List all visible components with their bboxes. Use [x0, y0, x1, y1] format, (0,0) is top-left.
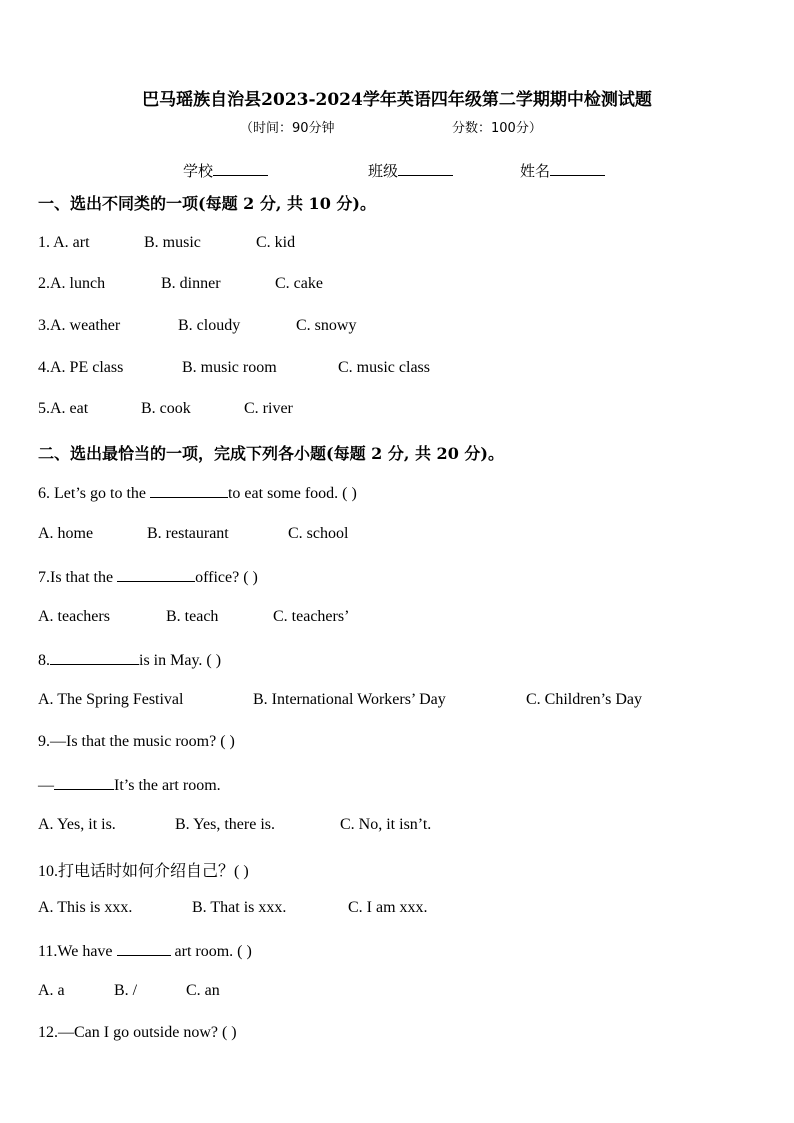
q10-a: A. This is xxx.	[38, 899, 133, 916]
q9-a: A. Yes, it is.	[38, 816, 116, 833]
q11-c: C. an	[186, 982, 220, 999]
q11-b: B. /	[114, 982, 138, 999]
q9-reply-post: It’s the art room.	[114, 777, 221, 794]
q8-a: A. The Spring Festival	[38, 691, 184, 708]
school-blank	[213, 161, 268, 176]
q6-stem	[38, 483, 357, 503]
q1-b: B. music	[144, 234, 201, 251]
q7-stem	[38, 567, 258, 587]
q1-c: C. kid	[256, 234, 296, 251]
q11-stem-post: art room. ( )	[170, 943, 252, 960]
section1-heading: 一、选出不同类的一项(每题 2 分, 共 10 分)。	[38, 194, 376, 213]
q10-c: C. I am xxx.	[348, 899, 428, 916]
section2-heading: 二、选出最恰当的一项，完成下列各小题(每题 2 分, 共 20 分)。	[38, 444, 504, 463]
q1-a: 1. A. art	[38, 234, 90, 251]
q11-stem-pre: 11.We have	[38, 943, 117, 960]
q9-c: C. No, it isn’t.	[340, 816, 432, 833]
q2-b: B. dinner	[161, 275, 221, 292]
q3-a: 3.A. weather	[38, 317, 121, 334]
q11-stem	[38, 941, 252, 961]
q4-c: C. music class	[338, 359, 430, 376]
name-blank	[550, 161, 605, 176]
q6-stem-post: to eat some food. ( )	[227, 485, 357, 502]
q8-stem-pre: 8.	[38, 652, 50, 669]
q8-b: B. International Workers’ Day	[253, 691, 446, 708]
q8-blank	[50, 650, 139, 665]
q7-b: B. teach	[166, 608, 219, 625]
school-label: 学校	[183, 162, 214, 180]
q8-stem	[38, 650, 221, 670]
q9-reply	[38, 775, 221, 795]
q6-stem-pre: 6. Let’s go to the	[38, 485, 150, 502]
q3-c: C. snowy	[296, 317, 357, 334]
q7-c: C. teachers’	[273, 608, 350, 625]
q10-stem: 10.打电话时如何介绍自己？( )	[38, 863, 249, 880]
q7-a: A. teachers	[38, 608, 110, 625]
q4-b: B. music room	[182, 359, 277, 376]
q6-a: A. home	[38, 525, 94, 542]
exam-time: （时间：90分钟	[240, 121, 335, 136]
q8-c: C. Children’s Day	[526, 691, 642, 708]
q6-blank	[150, 483, 228, 498]
q5-c: C. river	[244, 400, 293, 417]
q7-stem-post: office? ( )	[195, 569, 258, 586]
class-blank	[398, 161, 453, 176]
q7-stem-pre: 7.Is that the	[38, 569, 118, 586]
q6-b: B. restaurant	[147, 525, 229, 542]
exam-score: 分数：100分）	[452, 121, 542, 136]
q3-b: B. cloudy	[178, 317, 241, 334]
q5-b: B. cook	[141, 400, 191, 417]
q11-a: A. a	[38, 982, 65, 999]
q6-c: C. school	[288, 525, 349, 542]
q9-reply-pre: —	[38, 777, 54, 794]
q12-stem: 12.—Can I go outside now? ( )	[38, 1024, 237, 1041]
school-field	[183, 160, 268, 181]
class-label: 班级	[368, 162, 399, 180]
q2-c: C. cake	[275, 275, 323, 292]
q9-b: B. Yes, there is.	[175, 816, 276, 833]
name-label: 姓名	[520, 162, 551, 180]
q5-a: 5.A. eat	[38, 400, 89, 417]
q9-stem: 9.—Is that the music room? ( )	[38, 733, 235, 750]
q7-blank	[117, 567, 195, 582]
q8-stem-post: is in May. ( )	[139, 652, 222, 669]
page-title: 巴马瑶族自治县2023-2024学年英语四年级第二学期期中检测试题	[142, 90, 652, 110]
q2-a: 2.A. lunch	[38, 275, 106, 292]
q4-a: 4.A. PE class	[38, 359, 124, 376]
q9-blank	[54, 775, 114, 790]
q10-b: B. That is xxx.	[192, 899, 287, 916]
q11-blank	[117, 941, 171, 956]
class-field	[368, 160, 453, 181]
name-field	[520, 160, 605, 181]
